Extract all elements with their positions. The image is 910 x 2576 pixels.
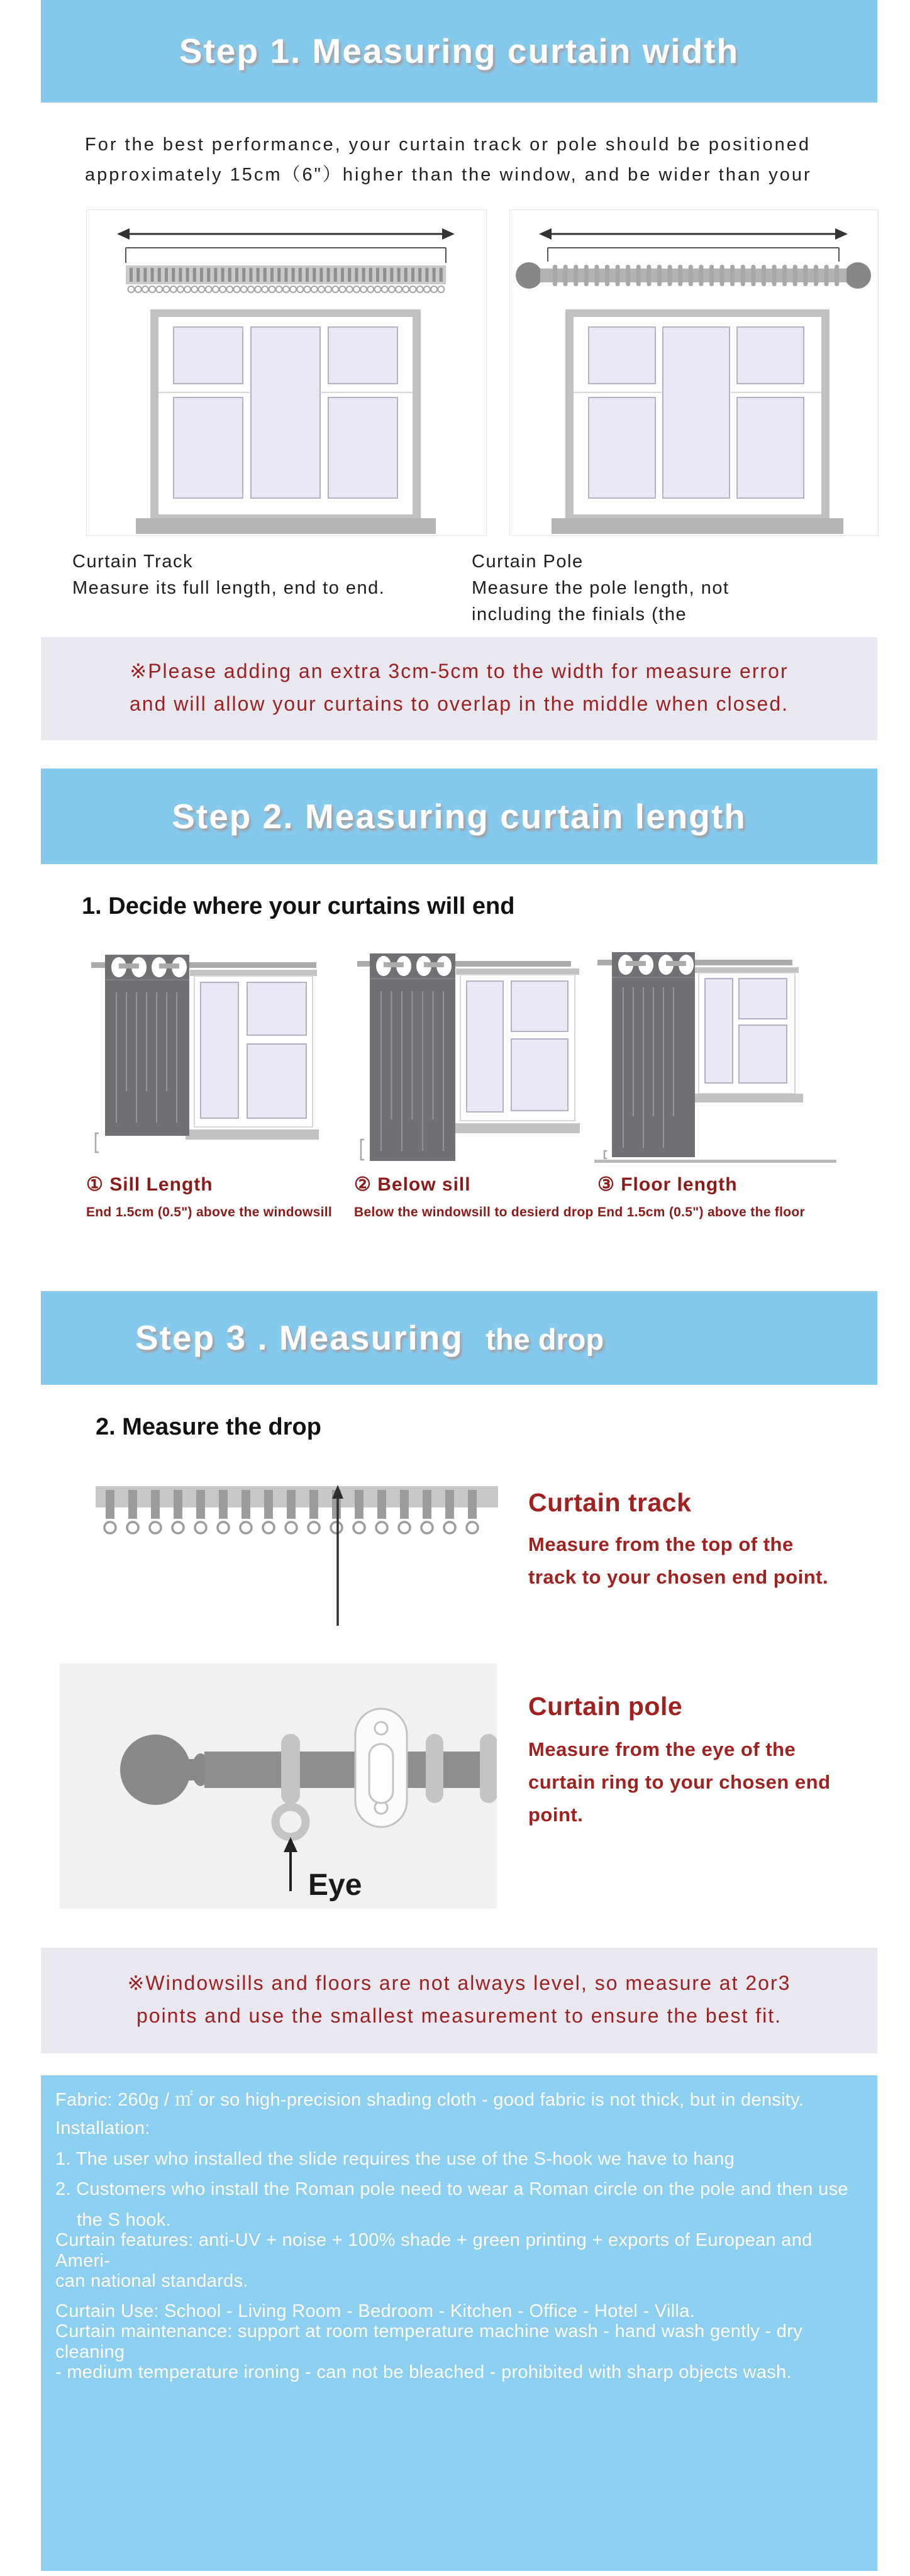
window	[552, 309, 843, 534]
product-details-text	[55, 2083, 865, 2388]
measure-tick	[96, 1133, 99, 1152]
level-note-line-1: ※Windowsills and floors are not always level, so measure at 2or3	[127, 1972, 791, 1994]
pole-caption-desc-1: Measure the pole length, not	[472, 578, 730, 598]
step2-banner	[41, 769, 877, 864]
width-note	[41, 637, 877, 740]
footer-line: 1. The user who installed the slide requires the use of the S-hook we have to hang	[55, 2148, 735, 2169]
step3-banner	[41, 1291, 877, 1385]
drop-track-desc-2: track to your chosen end point.	[528, 1566, 829, 1588]
window	[452, 969, 580, 1133]
intro-line-1: For the best performance, your curtain track or pole should be positioned	[85, 135, 811, 155]
footer-line: Curtain features: anti-UV + noise + 100% shade + green printing + exports of European and Ameri-	[55, 2229, 813, 2271]
curtain-track-illustration	[87, 210, 485, 534]
drop-pole-desc-1: Measure from the eye of the	[528, 1738, 796, 1760]
curtain	[612, 952, 695, 1157]
level-note	[41, 1948, 877, 2053]
finial-ball	[120, 1735, 191, 1805]
footer-line: Fabric: 260g / ㎡ or so high-precision shading cloth - good fabric is not thick, but in density.	[55, 2089, 804, 2110]
option2-label: ② Below sill	[354, 1174, 471, 1195]
step3-title-part2: the drop	[486, 1323, 604, 1356]
drop-pole-desc-2: curtain ring to your chosen end	[528, 1771, 831, 1793]
windowsill	[452, 1123, 580, 1133]
window	[186, 970, 319, 1140]
finial-right	[845, 262, 871, 289]
width-arrow-icon	[539, 228, 848, 240]
option3-desc: End 1.5cm (0.5") above the floor	[597, 1205, 805, 1219]
measure-bracket	[126, 248, 446, 263]
curtain-pole-illustration	[510, 210, 877, 534]
track-caption-desc: Measure its full length, end to end.	[72, 578, 386, 598]
window	[136, 309, 436, 534]
footer-line: can national standards.	[55, 2270, 248, 2291]
step1-banner	[41, 0, 877, 103]
step2-heading: 1. Decide where your curtains will end	[82, 893, 515, 919]
floor-line	[594, 1160, 836, 1163]
option1-label: ① Sill Length	[86, 1174, 213, 1195]
track-caption	[72, 548, 385, 601]
pole-caption-title: Curtain Pole	[472, 552, 584, 572]
drop-pole-desc	[528, 1733, 831, 1831]
measure-tick	[604, 1151, 607, 1158]
option2-desc: Below the windowsill to desierd drop	[354, 1205, 594, 1219]
curtain-ring	[480, 1734, 497, 1803]
window	[689, 967, 803, 1102]
windowsill	[689, 1094, 803, 1102]
sill-length-diagram	[86, 943, 322, 1167]
curtain-ring	[426, 1734, 443, 1803]
footer-line: Curtain maintenance: support at room temperature machine wash - hand wash gently - dry cleaning	[55, 2321, 802, 2363]
width-arrow-icon	[117, 228, 455, 240]
finial-left	[516, 262, 542, 289]
wall-bracket	[355, 1709, 407, 1827]
curtain-ring	[281, 1734, 300, 1804]
eye-label: Eye	[308, 1868, 362, 1902]
curtain-track-diagram	[86, 209, 487, 536]
footer-line: Curtain Use: School - Living Room - Bedroom - Kitchen - Office - Hotel - Villa.	[55, 2301, 696, 2322]
pole-caption-desc-2: including the finials (the	[472, 604, 687, 625]
footer-line: - medium temperature ironing - can not be bleached - prohibited with sharp objects wash.	[55, 2362, 792, 2383]
width-note-line-2: and will allow your curtains to overlap in the middle when closed.	[129, 692, 789, 715]
step1-intro	[85, 130, 812, 190]
width-note-line-1: ※Please adding an extra 3cm-5cm to the width for measure error	[130, 660, 789, 682]
intro-line-2: approximately 15cm（6"）higher than the window, and be wider than your	[85, 165, 812, 185]
step3-title-part1: Step 3 . Measuring	[135, 1318, 463, 1357]
windowsill	[186, 1130, 319, 1140]
curtain	[370, 953, 455, 1161]
footer-line: 2. Customers who install the Roman pole need to wear a Roman circle on the pole and then use	[55, 2179, 848, 2200]
below-sill-diagram	[354, 943, 590, 1167]
step3-heading: 2. Measure the drop	[96, 1414, 321, 1440]
option1-desc: End 1.5cm (0.5") above the windowsill	[86, 1205, 332, 1219]
footer-line: the S hook.	[77, 2209, 172, 2230]
step1-title: Step 1. Measuring curtain width	[179, 31, 740, 70]
pole-bar	[204, 1752, 497, 1788]
drop-pole-label: Curtain pole	[528, 1692, 683, 1721]
track-caption-title: Curtain Track	[72, 552, 193, 572]
drop-pole-desc-3: point.	[528, 1804, 584, 1826]
product-details-panel	[41, 2075, 877, 2571]
drop-pole-diagram	[60, 1663, 497, 1909]
level-note-line-2: points and use the smallest measurement to ensure the best fit.	[136, 2004, 782, 2027]
step2-title: Step 2. Measuring curtain length	[172, 797, 746, 836]
drop-track-label: Curtain track	[528, 1488, 692, 1517]
measure-bracket	[548, 248, 839, 262]
drop-track-desc-1: Measure from the top of the	[528, 1533, 794, 1555]
footer-line: Installation:	[55, 2118, 150, 2139]
drop-track-diagram	[86, 1481, 508, 1629]
curtain-pole-diagram	[509, 209, 879, 536]
pole-caption	[472, 548, 730, 628]
floor-length-diagram	[594, 943, 836, 1167]
drop-track-desc	[528, 1528, 828, 1594]
option3-label: ③ Floor length	[597, 1174, 738, 1195]
windowsill	[136, 518, 436, 534]
curtain	[105, 955, 189, 1136]
measure-tick	[361, 1140, 364, 1160]
windowsill	[552, 518, 843, 534]
